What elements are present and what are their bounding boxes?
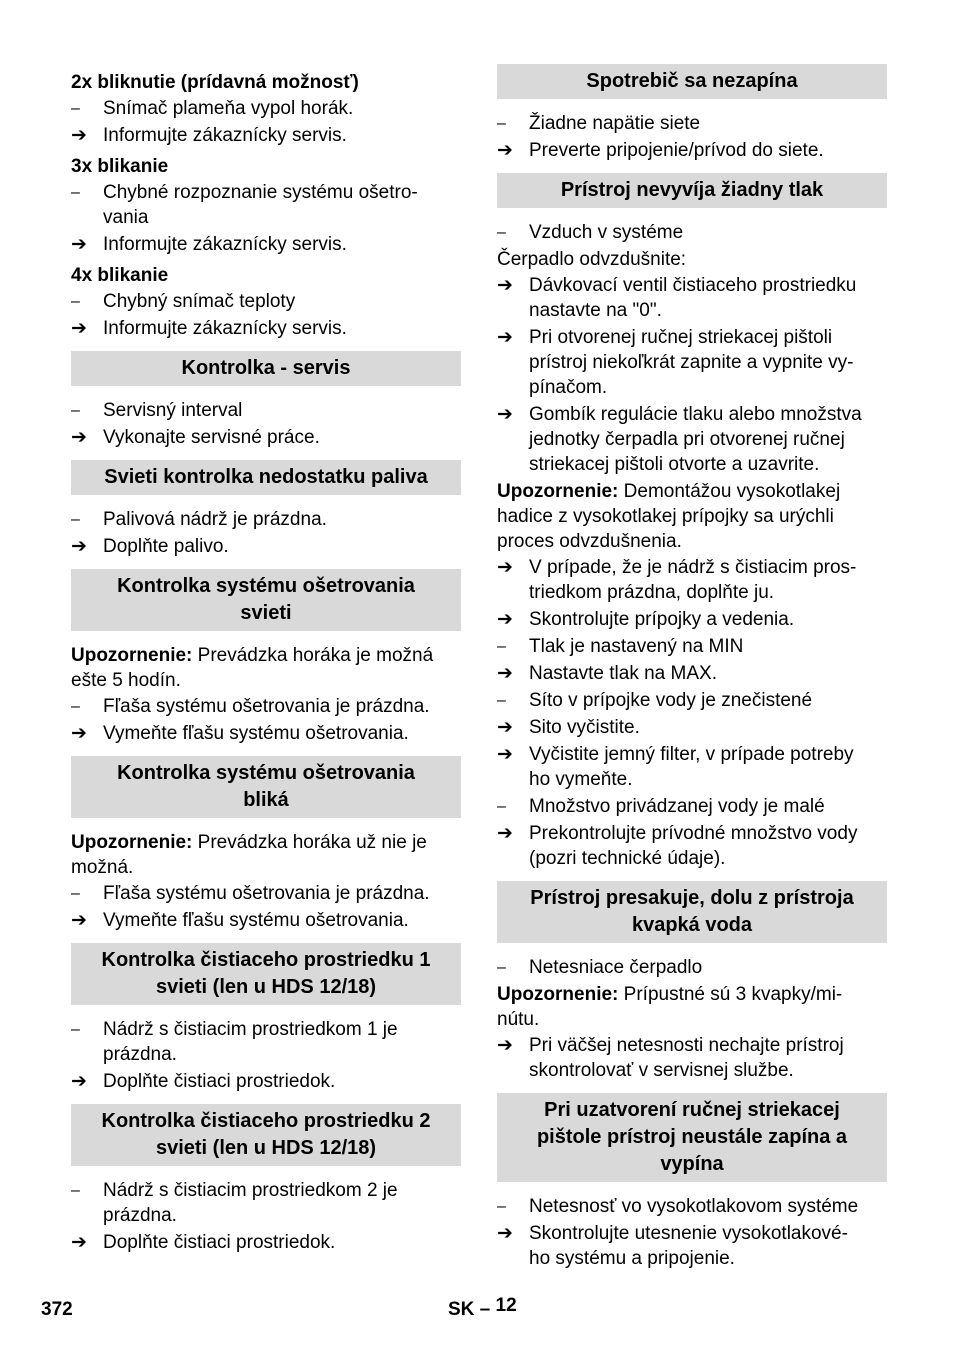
item-text: Chybný snímač teploty — [103, 291, 296, 312]
action-item — [71, 123, 461, 148]
spacer — [71, 748, 461, 756]
arrow-bullet-icon: ➔ — [497, 327, 513, 348]
action-item — [497, 821, 887, 871]
note-label: Upozornenie: — [71, 832, 193, 853]
item-text: Vymeňte fľašu systému ošetrovania. — [103, 723, 409, 744]
action-item — [497, 555, 887, 605]
condition-item — [71, 507, 461, 532]
condition-item — [71, 881, 461, 906]
action-item — [497, 273, 887, 323]
item-text: Preverte pripojenie/prívod do siete. — [529, 140, 824, 161]
action-item — [497, 742, 887, 792]
item-text: Síto v prípojke vody je znečistené — [529, 690, 813, 711]
subheading: 2x bliknutie (prídavná možnosť) — [71, 72, 359, 93]
dash-bullet-icon: – — [71, 885, 80, 902]
note-paragraph — [71, 643, 461, 693]
spacer — [71, 452, 461, 460]
note-text: Prevádzka horáka už nie je možná. — [71, 832, 427, 878]
spacer — [71, 1096, 461, 1104]
action-item — [497, 1033, 887, 1083]
dash-bullet-icon: – — [71, 1021, 80, 1038]
item-text: Informujte zákaznícky servis. — [103, 318, 347, 339]
section-heading: Kontrolka čistiaceho prostriedku 2 svieti (len u HDS 12/18) — [71, 1104, 461, 1166]
item-text: Dávkovací ventil čistiaceho prostriedku nastavte na "0". — [529, 275, 857, 321]
action-item — [497, 138, 887, 163]
condition-item — [71, 398, 461, 423]
item-text: V prípade, že je nádrž s čistiacim pros- triedkom prázdna, doplňte ju. — [529, 557, 857, 603]
item-text: Prekontrolujte prívodné množstvo vody (pozri technické údaje). — [529, 823, 858, 869]
condition-item — [71, 1178, 461, 1228]
note-text: Prevádzka horáka je možná ešte 5 hodín. — [71, 645, 434, 691]
condition-item — [71, 694, 461, 719]
arrow-bullet-icon: ➔ — [497, 275, 513, 296]
item-text: Žiadne napätie siete — [529, 113, 701, 134]
section-heading: Pri uzatvorení ručnej striekacej pištole prístroj neustále zapína a vypína — [497, 1093, 887, 1182]
subheading: 4x blikanie — [71, 265, 169, 286]
action-item — [497, 402, 887, 477]
arrow-bullet-icon: ➔ — [497, 404, 513, 425]
dash-bullet-icon: – — [71, 100, 80, 117]
note-paragraph — [71, 830, 461, 880]
item-text: Pri otvorenej ručnej striekacej pištoli prístroj niekoľkrát zapnite a vypnite vy- pínačom. — [529, 327, 854, 398]
action-item — [71, 534, 461, 559]
item-text: Informujte zákaznícky servis. — [103, 234, 347, 255]
item-text: Doplňte čistiaci prostriedok. — [103, 1071, 336, 1092]
arrow-bullet-icon: ➔ — [71, 536, 87, 557]
note-paragraph — [497, 479, 887, 554]
arrow-bullet-icon: ➔ — [71, 1071, 87, 1092]
right-column — [497, 64, 887, 1273]
dash-bullet-icon: – — [497, 798, 506, 815]
spacer — [497, 873, 887, 881]
condition-item — [497, 634, 887, 659]
arrow-bullet-icon: ➔ — [71, 910, 87, 931]
note-text: Prípustné sú 3 kvapky/mi- nútu. — [497, 984, 843, 1030]
item-text: Sito vyčistite. — [529, 717, 640, 738]
section-heading: Kontrolka - servis — [71, 351, 461, 386]
item-text: Nádrž s čistiacim prostriedkom 2 je prázdna. — [103, 1180, 398, 1226]
section-heading: Prístroj presakuje, dolu z prístroja kvapká voda — [497, 881, 887, 943]
item-text: Gombík regulácie tlaku alebo množstva jednotky čerpadla pri otvorenej ručnej striekacej pištoli otvorte a uzavrite. — [529, 404, 862, 475]
action-item — [71, 425, 461, 450]
dash-bullet-icon: – — [497, 115, 506, 132]
dash-bullet-icon: – — [497, 692, 506, 709]
arrow-bullet-icon: ➔ — [497, 1223, 513, 1244]
note-label: Upozornenie: — [497, 481, 619, 502]
action-item — [497, 661, 887, 686]
section-heading: Svieti kontrolka nedostatku paliva — [71, 460, 461, 495]
condition-item — [497, 111, 887, 136]
page-label — [448, 1297, 517, 1322]
condition-item — [497, 955, 887, 980]
dash-bullet-icon: – — [497, 1198, 506, 1215]
condition-item — [71, 180, 461, 230]
left-column — [71, 64, 461, 1257]
arrow-bullet-icon: ➔ — [497, 717, 513, 738]
dash-bullet-icon: – — [71, 293, 80, 310]
action-item — [497, 715, 887, 740]
language-code: SK — [448, 1299, 475, 1320]
note-text: Demontážou vysokotlakej hadice z vysokotlakej prípojky sa urýchli proces odvzdušnenia. — [497, 481, 841, 552]
page-label-separator: – — [474, 1299, 496, 1320]
item-text: Snímač plameňa vypol horák. — [103, 98, 354, 119]
section-heading: Spotrebič sa nezapína — [497, 64, 887, 99]
item-text: Skontrolujte prípojky a vedenia. — [529, 609, 795, 630]
condition-item — [71, 96, 461, 121]
subheading: 3x blikanie — [71, 156, 169, 177]
action-item — [71, 316, 461, 341]
spacer — [71, 935, 461, 943]
item-text: Fľaša systému ošetrovania je prázdna. — [103, 883, 430, 904]
section-page: 12 — [495, 1295, 517, 1316]
item-text: Netesniace čerpadlo — [529, 957, 703, 978]
arrow-bullet-icon: ➔ — [497, 744, 513, 765]
action-item — [497, 325, 887, 400]
action-item — [71, 721, 461, 746]
condition-item — [497, 220, 887, 245]
action-item — [71, 908, 461, 933]
item-text: Vyčistite jemný filter, v prípade potreby ho vymeňte. — [529, 744, 854, 790]
dash-bullet-icon: – — [497, 224, 506, 241]
spacer — [497, 165, 887, 173]
spacer — [71, 343, 461, 351]
dash-bullet-icon: – — [497, 959, 506, 976]
dash-bullet-icon: – — [71, 184, 80, 201]
arrow-bullet-icon: ➔ — [71, 723, 87, 744]
dash-bullet-icon: – — [71, 698, 80, 715]
section-heading: Kontrolka systému ošetrovania svieti — [71, 569, 461, 631]
spacer — [497, 1085, 887, 1093]
item-text: Doplňte čistiaci prostriedok. — [103, 1232, 336, 1253]
section-heading: Kontrolka čistiaceho prostriedku 1 svieti (len u HDS 12/18) — [71, 943, 461, 1005]
action-item — [71, 232, 461, 257]
item-text: Doplňte palivo. — [103, 536, 229, 557]
item-text: Palivová nádrž je prázdna. — [103, 509, 327, 530]
note-label: Upozornenie: — [71, 645, 193, 666]
item-text: Nádrž s čistiacim prostriedkom 1 je prázdna. — [103, 1019, 398, 1065]
arrow-bullet-icon: ➔ — [71, 1232, 87, 1253]
item-text: Pri väčšej netesnosti nechajte prístroj skontrolovať v servisnej službe. — [529, 1035, 844, 1081]
item-text: Skontrolujte utesnenie vysokotlakové- ho systému a pripojenie. — [529, 1223, 848, 1269]
arrow-bullet-icon: ➔ — [497, 140, 513, 161]
dash-bullet-icon: – — [71, 1182, 80, 1199]
arrow-bullet-icon: ➔ — [497, 609, 513, 630]
action-item — [71, 1069, 461, 1094]
arrow-bullet-icon: ➔ — [71, 234, 87, 255]
item-text: Informujte zákaznícky servis. — [103, 125, 347, 146]
section-heading: Prístroj nevyvíja žiadny tlak — [497, 173, 887, 208]
dash-bullet-icon: – — [497, 638, 506, 655]
item-text: Netesnosť vo vysokotlakovom systéme — [529, 1196, 859, 1217]
item-text: Tlak je nastavený na MIN — [529, 636, 744, 657]
arrow-bullet-icon: ➔ — [71, 318, 87, 339]
item-text: Vykonajte servisné práce. — [103, 427, 320, 448]
note-paragraph — [497, 982, 887, 1032]
spacer — [71, 561, 461, 569]
page-number: 372 — [41, 1299, 73, 1320]
item-text: Vzduch v systéme — [529, 222, 684, 243]
item-text: Chybné rozpoznanie systému ošetro- vania — [103, 182, 418, 228]
condition-item — [497, 794, 887, 819]
dash-bullet-icon: – — [71, 511, 80, 528]
item-text: Nastavte tlak na MAX. — [529, 663, 717, 684]
condition-item — [71, 289, 461, 314]
condition-item — [497, 1194, 887, 1219]
paragraph: Čerpadlo odvzdušnite: — [497, 249, 687, 270]
arrow-bullet-icon: ➔ — [71, 125, 87, 146]
item-text: Fľaša systému ošetrovania je prázdna. — [103, 696, 430, 717]
condition-item — [497, 688, 887, 713]
action-item — [71, 1230, 461, 1255]
arrow-bullet-icon: ➔ — [497, 663, 513, 684]
item-text: Servisný interval — [103, 400, 243, 421]
item-text: Vymeňte fľašu systému ošetrovania. — [103, 910, 409, 931]
item-text: Množstvo privádzanej vody je malé — [529, 796, 825, 817]
arrow-bullet-icon: ➔ — [497, 1035, 513, 1056]
condition-item — [71, 1017, 461, 1067]
note-label: Upozornenie: — [497, 984, 619, 1005]
action-item — [497, 1221, 887, 1271]
action-item — [497, 607, 887, 632]
dash-bullet-icon: – — [71, 402, 80, 419]
section-heading: Kontrolka systému ošetrovania bliká — [71, 756, 461, 818]
arrow-bullet-icon: ➔ — [497, 823, 513, 844]
arrow-bullet-icon: ➔ — [71, 427, 87, 448]
arrow-bullet-icon: ➔ — [497, 557, 513, 578]
